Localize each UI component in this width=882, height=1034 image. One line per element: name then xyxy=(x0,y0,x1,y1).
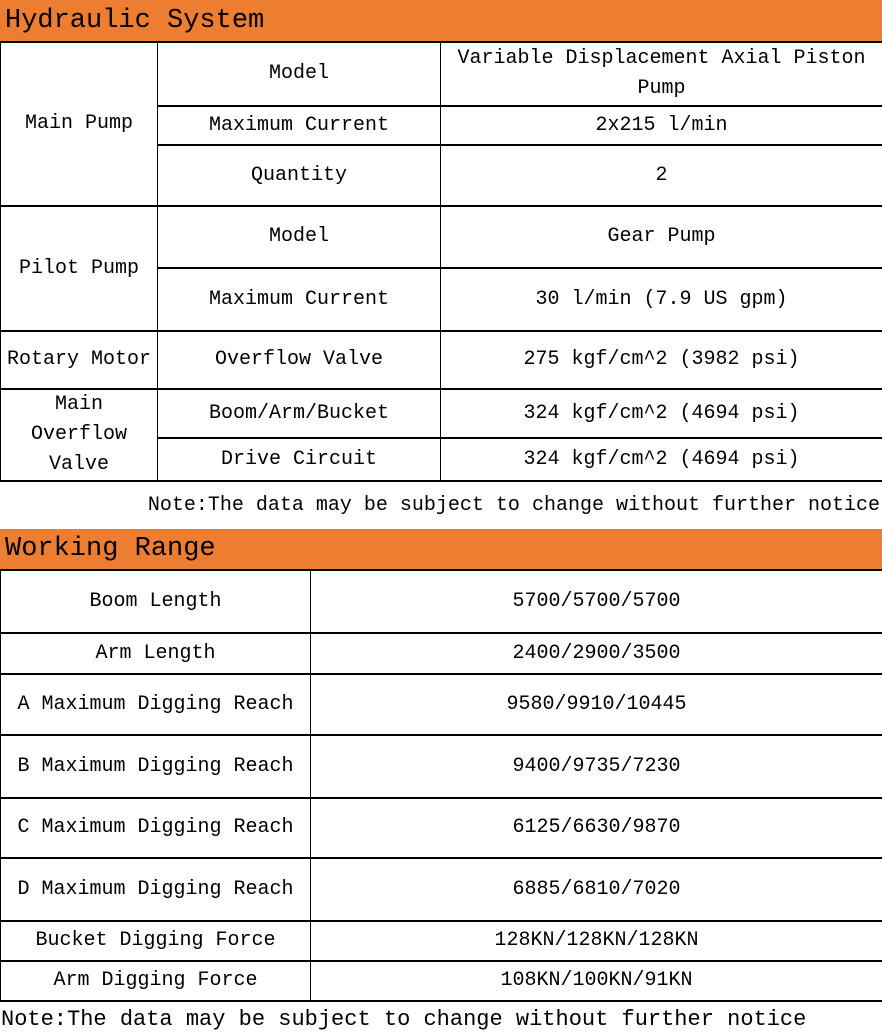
range-name-cell: Arm Length xyxy=(1,633,311,674)
table-row xyxy=(1,961,882,1001)
group-label-pilot-pump: Pilot Pump xyxy=(1,206,158,331)
spec-value-cell: 275 kgf/cm^2 (3982 psi) xyxy=(441,331,882,389)
range-value-cell: 6885/6810/7020 xyxy=(311,858,882,921)
table-row xyxy=(1,389,882,438)
hydraulic-table-note: Note:The data may be subject to change without further notice xyxy=(147,494,880,517)
spec-name-cell: Maximum Current xyxy=(158,106,441,145)
table-row xyxy=(1,858,882,921)
spec-value-cell: 2 xyxy=(441,145,882,206)
group-label-main-overflow-valve: Main Overflow Valve xyxy=(1,389,158,481)
spec-value-cell: 324 kgf/cm^2 (4694 psi) xyxy=(441,438,882,481)
range-value-cell: 128KN/128KN/128KN xyxy=(311,921,882,961)
group-label-main-pump: Main Pump xyxy=(1,42,158,206)
table-row xyxy=(1,633,882,674)
spec-value-cell: 2x215 l/min xyxy=(441,106,882,145)
table-row xyxy=(1,921,882,961)
range-value-cell: 108KN/100KN/91KN xyxy=(311,961,882,1001)
table-row xyxy=(1,570,882,633)
table-row xyxy=(1,331,882,389)
range-name-cell: D Maximum Digging Reach xyxy=(1,858,311,921)
spec-name-cell: Drive Circuit xyxy=(158,438,441,481)
spec-name-cell: Boom/Arm/Bucket xyxy=(158,389,441,438)
spec-name-cell: Overflow Valve xyxy=(158,331,441,389)
working-range-table-note: Note:The data may be subject to change without further notice xyxy=(1,1007,807,1032)
table-row xyxy=(1,206,882,268)
range-value-cell: 9580/9910/10445 xyxy=(311,674,882,735)
working-range-header-bar xyxy=(0,529,882,569)
spec-value-cell: 30 l/min (7.9 US gpm) xyxy=(441,268,882,331)
hydraulic-system-title: Hydraulic System xyxy=(5,5,265,36)
table-row xyxy=(1,42,882,106)
range-value-cell: 9400/9735/7230 xyxy=(311,735,882,798)
range-name-cell: Boom Length xyxy=(1,570,311,633)
hydraulic-system-header-bar xyxy=(0,0,882,41)
spec-name-cell: Model xyxy=(158,206,441,268)
range-name-cell: B Maximum Digging Reach xyxy=(1,735,311,798)
spec-value-cell: Variable Displacement Axial Piston Pump xyxy=(441,42,882,106)
table-row xyxy=(1,798,882,858)
table-row xyxy=(1,735,882,798)
hydraulic-system-table xyxy=(0,41,882,482)
spec-value-cell: 324 kgf/cm^2 (4694 psi) xyxy=(441,389,882,438)
working-range-title: Working Range xyxy=(5,534,216,564)
range-name-cell: C Maximum Digging Reach xyxy=(1,798,311,858)
range-value-cell: 2400/2900/3500 xyxy=(311,633,882,674)
spec-name-cell: Quantity xyxy=(158,145,441,206)
range-name-cell: Arm Digging Force xyxy=(1,961,311,1001)
group-label-rotary-motor: Rotary Motor xyxy=(1,331,158,389)
range-name-cell: A Maximum Digging Reach xyxy=(1,674,311,735)
range-value-cell: 6125/6630/9870 xyxy=(311,798,882,858)
spec-value-cell: Gear Pump xyxy=(441,206,882,268)
spec-name-cell: Maximum Current xyxy=(158,268,441,331)
table-row xyxy=(1,674,882,735)
range-value-cell: 5700/5700/5700 xyxy=(311,570,882,633)
spec-name-cell: Model xyxy=(158,42,441,106)
range-name-cell: Bucket Digging Force xyxy=(1,921,311,961)
working-range-table xyxy=(0,569,882,1002)
